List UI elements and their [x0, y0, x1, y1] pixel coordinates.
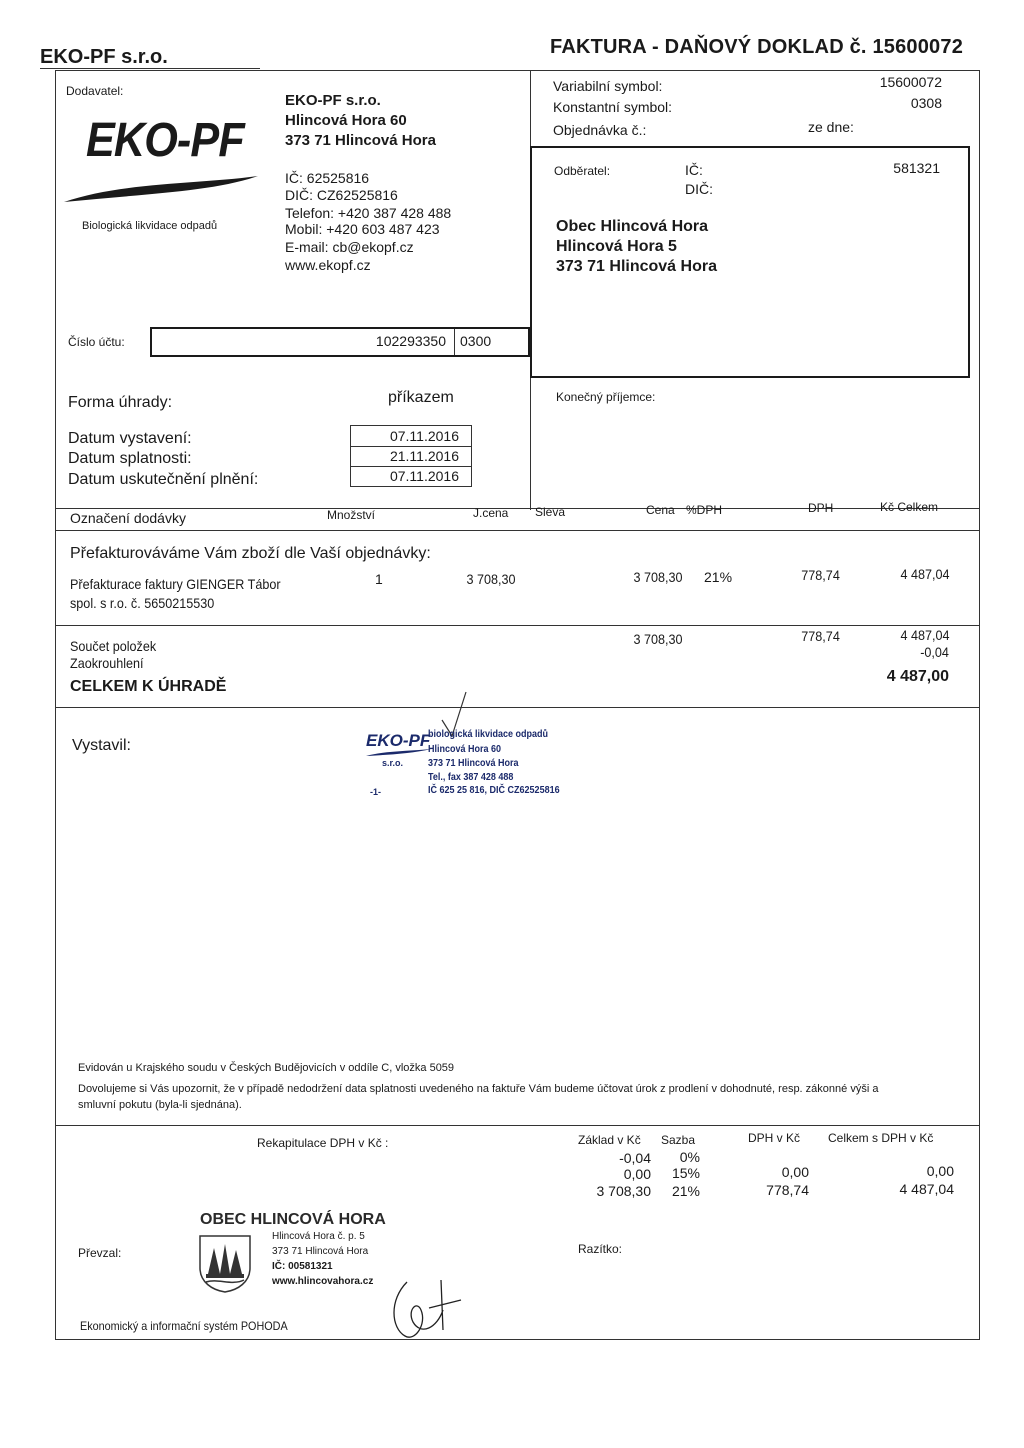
col-discount: Sleva: [535, 505, 566, 519]
recap-rate: 0%: [679, 1149, 700, 1165]
sum-vat: 778,74: [801, 628, 840, 644]
recap-total: 0,00: [926, 1163, 954, 1179]
col-vat: DPH: [808, 501, 834, 515]
payment-method-label: Forma úhrady:: [68, 394, 173, 411]
municipality-stamp-line4: www.hlincovahora.cz: [272, 1276, 374, 1287]
constant-symbol-value: 0308: [910, 95, 942, 111]
supplier-label: Dodavatel:: [66, 84, 124, 98]
coat-of-arms-icon: [198, 1234, 252, 1294]
stamp-line1: biologická likvidace odpadů: [428, 729, 549, 740]
recap-col-base: Základ v Kč: [578, 1133, 641, 1147]
supplier-ic: IČ: 62525816: [285, 170, 370, 186]
customer-ic-label: IČ:: [685, 162, 703, 178]
stamp-line4: Tel., fax 387 428 488: [428, 772, 514, 783]
recap-rate: 15%: [671, 1165, 700, 1181]
col-total: Kč Celkem: [880, 500, 939, 514]
supplier-mobile: Mobil: +420 603 487 423: [285, 221, 440, 237]
variable-symbol-label: Variabilní symbol:: [553, 78, 663, 94]
supplier-name: EKO-PF s.r.o.: [285, 92, 381, 109]
order-date-label: ze dne:: [808, 119, 854, 135]
recap-col-total: Celkem s DPH v Kč: [828, 1131, 934, 1145]
item-desc-line1: Přefakturace faktury GIENGER Tábor: [70, 576, 281, 592]
dates-box: [350, 425, 472, 487]
sum-price: 3 708,30: [632, 631, 682, 647]
col-unit-price: J.cena: [473, 506, 509, 520]
constant-symbol-label: Konstantní symbol:: [553, 99, 673, 115]
order-label: Objednávka č.:: [553, 122, 647, 138]
stamp-logo: EKO-PF: [366, 731, 431, 750]
item-qty: 1: [375, 571, 383, 587]
stamp-line5: IČ 625 25 816, DIČ CZ62525816: [428, 785, 560, 796]
recap-base: -0,04: [619, 1150, 651, 1166]
final-recipient-label: Konečný příjemce:: [556, 390, 656, 404]
recap-base: 3 708,30: [596, 1183, 651, 1199]
customer-city: 373 71 Hlincová Hora: [556, 258, 717, 275]
payment-method-value: příkazem: [388, 389, 454, 406]
col-vat-pct: %DPH: [686, 503, 723, 517]
municipality-stamp-title: OBEC HLINCOVÁ HORA: [200, 1211, 386, 1228]
logo-text: EKO-PF: [86, 114, 244, 167]
supplier-email: E-mail: cb@ekopf.cz: [285, 239, 414, 255]
taxable-date-label: Datum uskutečnění plnění:: [68, 471, 259, 488]
account-bank-code: 0300: [460, 333, 492, 349]
recap-vat: 778,74: [766, 1182, 809, 1198]
col-price: Cena: [646, 503, 675, 517]
municipality-stamp-line1: Hlincová Hora č. p. 5: [272, 1231, 365, 1242]
stamp-line2: Hlincová Hora 60: [428, 744, 502, 755]
logo-tagline: Biologická likvidace odpadů: [82, 220, 218, 232]
rounding-value: -0,04: [920, 644, 949, 660]
item-vat: 778,74: [801, 567, 840, 583]
stamp-razitko-label: Razítko:: [578, 1242, 623, 1256]
sum-label: Součet položek: [70, 638, 157, 654]
due-date-value: 21.11.2016: [389, 448, 459, 464]
item-desc-line2: spol. s r.o. č. 5650215530: [70, 595, 215, 611]
recap-rate: 21%: [671, 1183, 700, 1199]
recap-total: 4 487,04: [899, 1181, 954, 1197]
taxable-date-value: 07.11.2016: [389, 468, 459, 484]
supplier-web: www.ekopf.cz: [285, 257, 371, 273]
grand-total-value: 4 487,00: [886, 668, 949, 685]
stamp-line3: 373 71 Hlincová Hora: [428, 758, 519, 769]
supplier-city: 373 71 Hlincová Hora: [285, 132, 436, 149]
vat-recap-label: Rekapitulace DPH v Kč :: [257, 1136, 389, 1150]
issue-date-value: 07.11.2016: [389, 428, 459, 444]
supplier-street: Hlincová Hora 60: [285, 112, 407, 129]
supplier-phone: Telefon: +420 387 428 488: [285, 205, 452, 221]
received-by-label: Převzal:: [78, 1246, 122, 1260]
recap-vat: 0,00: [781, 1164, 809, 1180]
item-price: 3 708,30: [632, 569, 682, 585]
issue-date-label: Datum vystavení:: [68, 430, 192, 447]
customer-dic-label: DIČ:: [685, 181, 713, 197]
payment-notice-line1: Dovolujeme si Vás upozornit, že v případě nedodržení data splatnosti uvedeného na faktuře Vám budeme účtovat úrok z prodlení v dohodnuté, resp. zákonné výši a: [78, 1083, 879, 1095]
rounding-label: Zaokrouhlení: [70, 655, 144, 671]
recap-col-vat: DPH v Kč: [748, 1131, 801, 1145]
stamp-mark: -1-: [370, 787, 381, 797]
variable-symbol-value: 15600072: [879, 74, 942, 90]
sum-total: 4 487,04: [899, 627, 949, 643]
recap-col-rate: Sazba: [661, 1133, 696, 1147]
footer-system: Ekonomický a informační systém POHODA: [80, 1319, 288, 1333]
col-quantity: Množství: [327, 508, 376, 522]
customer-name: Obec Hlincová Hora: [556, 218, 709, 235]
grand-total-label: CELKEM K ÚHRADĚ: [70, 678, 227, 695]
supplier-dic: DIČ: CZ62525816: [285, 187, 398, 203]
customer-ic-value: 581321: [893, 160, 940, 176]
company-header: EKO-PF s.r.o.: [40, 46, 168, 68]
issued-by-label: Vystavil:: [72, 737, 131, 754]
municipality-stamp-line2: 373 71 Hlincová Hora: [272, 1246, 369, 1257]
payment-notice-line2: smluvní pokutu (byla-li sjednána).: [78, 1099, 242, 1111]
municipality-stamp-line3: IČ: 00581321: [272, 1261, 333, 1272]
customer-label: Odběratel:: [554, 164, 611, 178]
invoice-title: FAKTURA - DAŇOVÝ DOKLAD č. 15600072: [550, 36, 964, 58]
stamp-sro: s.r.o.: [382, 758, 404, 768]
account-box: [150, 327, 530, 357]
logo-swoosh-icon: [62, 170, 262, 210]
signature-icon: [385, 1270, 465, 1350]
registry-note: Evidován u Krajského soudu v Českých Budějovicích v oddíle C, vložka 5059: [78, 1062, 455, 1074]
items-intro: Přefakturováváme Vám zboží dle Vaší objednávky:: [70, 545, 431, 562]
item-unit-price: 3 708,30: [465, 571, 515, 587]
account-number: 102293350: [375, 333, 446, 349]
customer-street: Hlincová Hora 5: [556, 238, 677, 255]
account-label: Číslo účtu:: [68, 335, 125, 349]
item-total: 4 487,04: [899, 566, 949, 582]
recap-base: 0,00: [623, 1166, 651, 1182]
item-vat-pct: 21%: [704, 569, 733, 585]
due-date-label: Datum splatnosti:: [68, 450, 192, 467]
customer-box: [530, 146, 970, 378]
stamp-swoosh-icon: [364, 748, 434, 758]
col-description: Označení dodávky: [70, 510, 186, 526]
